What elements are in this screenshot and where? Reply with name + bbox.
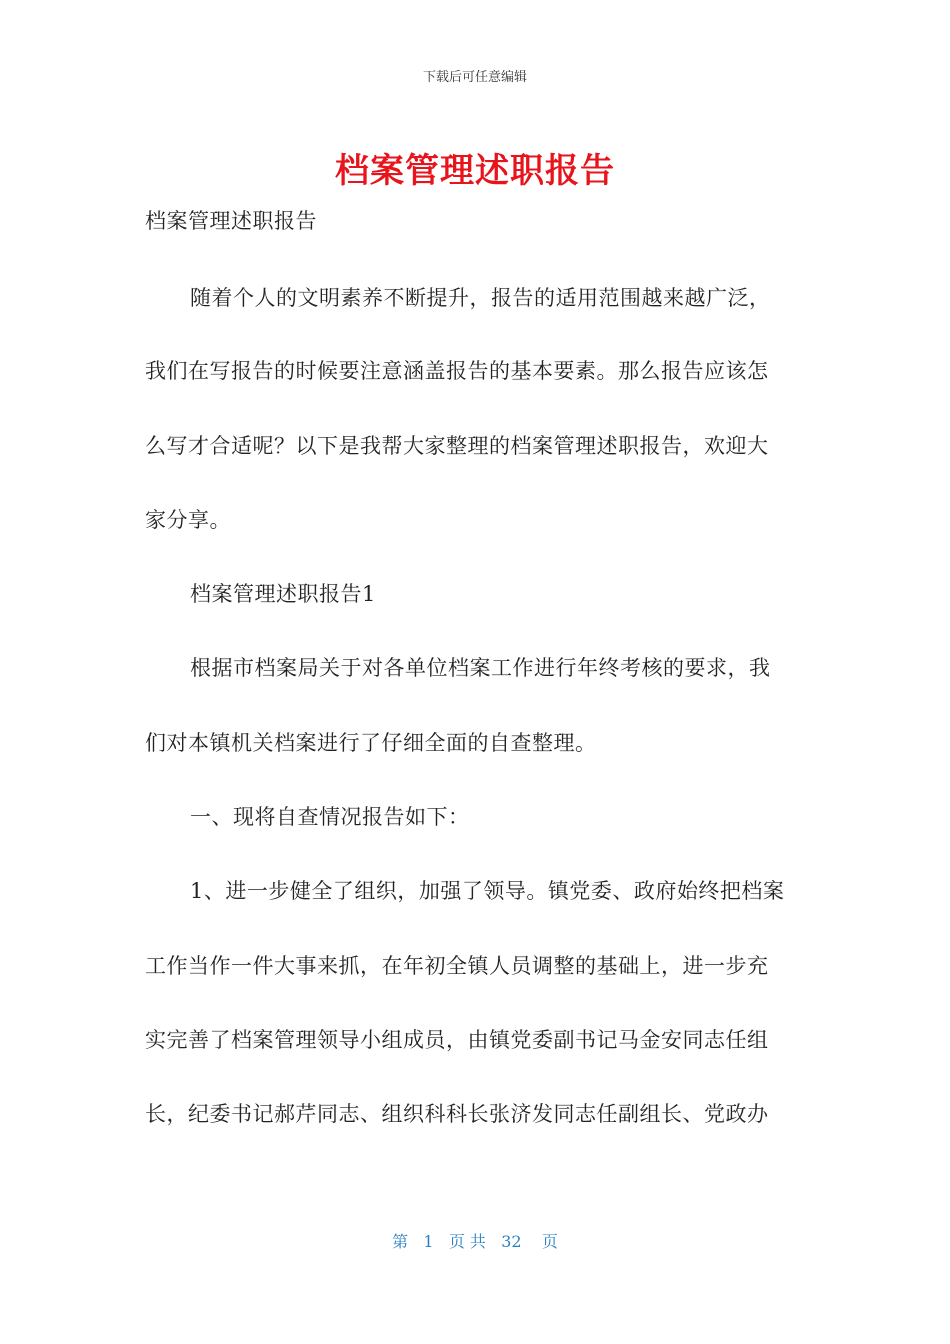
paragraph-line: 实完善了档案管理领导小组成员，由镇党委副书记马金安同志任组 (145, 1028, 769, 1052)
paragraph-line: 家分享。 (145, 508, 231, 532)
paragraph-line: 1、进一步健全了组织，加强了领导。镇党委、政府始终把档案 (190, 879, 785, 903)
paragraph-line: 根据市档案局关于对各单位档案工作进行年终考核的要求，我 (190, 656, 771, 680)
section-heading: 档案管理述职报告1 (190, 582, 376, 606)
subtitle-line: 档案管理述职报告 (145, 209, 317, 233)
paragraph-line: 么写才合适呢？以下是我帮大家整理的档案管理述职报告，欢迎大 (145, 434, 769, 458)
paragraph-line: 长，纪委书记郝芹同志、组织科科长张济发同志任副组长、党政办 (145, 1102, 769, 1126)
subsection-heading: 一、现将自查情况报告如下： (190, 805, 470, 829)
paragraph-line: 我们在写报告的时候要注意涵盖报告的基本要素。那么报告应该怎 (145, 359, 769, 383)
paragraph-line: 工作当作一件大事来抓，在年初全镇人员调整的基础上，进一步充 (145, 954, 769, 978)
footer-total-label: 页 共 (448, 1232, 486, 1251)
page-header-note: 下载后可任意编辑 (422, 70, 527, 85)
page-footer (0, 1229, 950, 1252)
document-title: 档案管理述职报告 (335, 151, 615, 191)
paragraph-line: 随着个人的文明素养不断提升，报告的适用范围越来越广泛， (190, 286, 771, 310)
footer-page-number: 1 (423, 1232, 434, 1251)
paragraph-line: 们对本镇机关档案进行了仔细全面的自查整理。 (145, 731, 597, 755)
footer-page-label: 第 (392, 1232, 409, 1251)
footer-total-pages: 32 (501, 1232, 522, 1251)
footer-page-suffix: 页 (541, 1232, 558, 1251)
